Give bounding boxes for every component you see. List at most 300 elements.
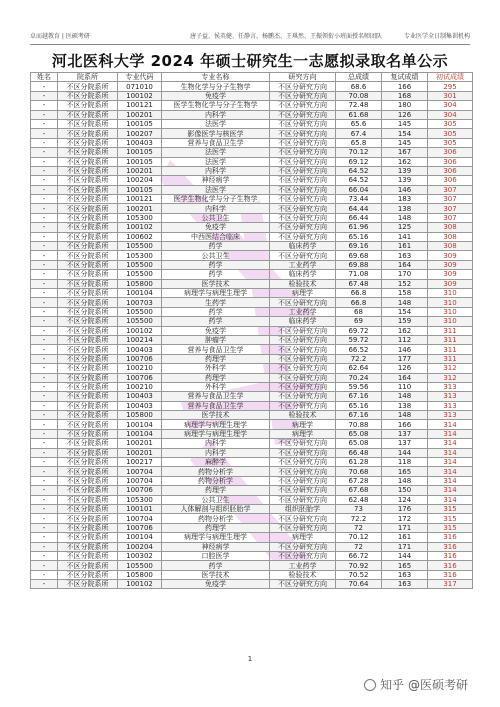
table-row bbox=[31, 242, 473, 251]
table-cell: 100102 bbox=[118, 580, 162, 589]
table-cell: 171 bbox=[382, 523, 428, 532]
table-cell: 105800 bbox=[118, 279, 162, 288]
table-cell: 163 bbox=[382, 580, 428, 589]
table-cell: 不区分研究方向 bbox=[270, 195, 336, 204]
table-row bbox=[31, 486, 473, 495]
table-cell: - bbox=[31, 232, 58, 241]
table-cell: - bbox=[31, 204, 58, 213]
table-cell: 150 bbox=[382, 486, 428, 495]
table-cell: 314 bbox=[428, 439, 473, 448]
table-cell: 不区分研究方向 bbox=[270, 119, 336, 128]
table-row bbox=[31, 148, 473, 157]
table-cell: 人体解剖与组织胚胎学 bbox=[162, 504, 270, 513]
table-cell: 137 bbox=[382, 439, 428, 448]
table-cell: 158 bbox=[382, 288, 428, 297]
table-cell: 100704 bbox=[118, 514, 162, 523]
table-cell: 病理学与病理生理学 bbox=[162, 288, 270, 297]
table-cell: 检验技术 bbox=[270, 279, 336, 288]
table-cell: 105500 bbox=[118, 561, 162, 570]
table-cell: 70.08 bbox=[336, 91, 382, 100]
table-cell: - bbox=[31, 270, 58, 279]
table-cell: 不区分院系所 bbox=[58, 486, 118, 495]
table-cell: 100105 bbox=[118, 157, 162, 166]
table-cell: 不区分院系所 bbox=[58, 364, 118, 373]
table-cell: 药学 bbox=[162, 242, 270, 251]
table-cell: 内科学 bbox=[162, 204, 270, 213]
table-cell: 64.52 bbox=[336, 166, 382, 175]
table-cell: 139 bbox=[382, 166, 428, 175]
table-cell: 148 bbox=[382, 392, 428, 401]
table-cell: 105500 bbox=[118, 307, 162, 316]
table-cell: - bbox=[31, 373, 58, 382]
table-row bbox=[31, 504, 473, 513]
table-cell: 309 bbox=[428, 270, 473, 279]
table-cell: - bbox=[31, 138, 58, 147]
table-cell: 法医学 bbox=[162, 148, 270, 157]
table-cell: 105500 bbox=[118, 317, 162, 326]
table-cell: 159 bbox=[382, 317, 428, 326]
table-cell: 124 bbox=[382, 495, 428, 504]
table-cell: 100104 bbox=[118, 420, 162, 429]
table-cell: 不区分院系所 bbox=[58, 429, 118, 438]
table-cell: 71.08 bbox=[336, 270, 382, 279]
table-cell: 309 bbox=[428, 251, 473, 260]
table-cell: 310 bbox=[428, 307, 473, 316]
table-row bbox=[31, 561, 473, 570]
table-cell: - bbox=[31, 298, 58, 307]
table-cell: 148 bbox=[382, 411, 428, 420]
table-cell: - bbox=[31, 345, 58, 354]
table-cell: 154 bbox=[382, 129, 428, 138]
table-cell: 不区分研究方向 bbox=[270, 523, 336, 532]
table-cell: 营养与食品卫生学 bbox=[162, 392, 270, 401]
table-row bbox=[31, 260, 473, 269]
table-row bbox=[31, 129, 473, 138]
table-cell: 68.6 bbox=[336, 82, 382, 91]
table-cell: 152 bbox=[382, 279, 428, 288]
table-cell: 免疫学 bbox=[162, 91, 270, 100]
table-cell: 64.44 bbox=[336, 204, 382, 213]
table-cell: 不区分研究方向 bbox=[270, 401, 336, 410]
table-row bbox=[31, 326, 473, 335]
table-cell: - bbox=[31, 335, 58, 344]
table-cell: 72.48 bbox=[336, 101, 382, 110]
table-cell: 医学技术 bbox=[162, 411, 270, 420]
table-cell: 314 bbox=[428, 429, 473, 438]
table-cell: 不区分院系所 bbox=[58, 260, 118, 269]
table-cell: 70.12 bbox=[336, 148, 382, 157]
table-cell: 305 bbox=[428, 129, 473, 138]
table-cell: - bbox=[31, 242, 58, 251]
table-cell: - bbox=[31, 458, 58, 467]
table-cell: 100704 bbox=[118, 467, 162, 476]
table-cell: - bbox=[31, 157, 58, 166]
table-cell: 麻醉学 bbox=[162, 458, 270, 467]
table-cell: 161 bbox=[382, 242, 428, 251]
table-cell: 67.28 bbox=[336, 476, 382, 485]
table-cell: 139 bbox=[382, 176, 428, 185]
table-cell: 65.08 bbox=[336, 429, 382, 438]
table-cell: 免疫学 bbox=[162, 326, 270, 335]
table-cell: - bbox=[31, 223, 58, 232]
table-cell: 不区分院系所 bbox=[58, 570, 118, 579]
table-cell: 171 bbox=[382, 542, 428, 551]
table-cell: 不区分院系所 bbox=[58, 204, 118, 213]
table-cell: 不区分院系所 bbox=[58, 251, 118, 260]
table-cell: - bbox=[31, 91, 58, 100]
table-row bbox=[31, 345, 473, 354]
table-cell: 304 bbox=[428, 101, 473, 110]
table-cell: 影像医学与核医学 bbox=[162, 129, 270, 138]
table-cell: 305 bbox=[428, 119, 473, 128]
table-cell: 不区分院系所 bbox=[58, 382, 118, 391]
table-cell: 不区分研究方向 bbox=[270, 551, 336, 560]
table-cell: 66.8 bbox=[336, 298, 382, 307]
table-cell: 不区分研究方向 bbox=[270, 392, 336, 401]
table-cell: - bbox=[31, 448, 58, 457]
table-cell: 不区分院系所 bbox=[58, 157, 118, 166]
table-cell: 不区分院系所 bbox=[58, 551, 118, 560]
table-cell: 165 bbox=[382, 467, 428, 476]
table-cell: 不区分院系所 bbox=[58, 270, 118, 279]
table-cell: 不区分院系所 bbox=[58, 420, 118, 429]
table-cell: 不区分研究方向 bbox=[270, 101, 336, 110]
table-cell: 100121 bbox=[118, 101, 162, 110]
table-cell: 295 bbox=[428, 82, 473, 91]
table-cell: - bbox=[31, 185, 58, 194]
table-cell: 不区分研究方向 bbox=[270, 448, 336, 457]
table-cell: 组织胚胎学 bbox=[270, 504, 336, 513]
table-cell: 不区分研究方向 bbox=[270, 335, 336, 344]
table-cell: - bbox=[31, 467, 58, 476]
table-cell: 不区分院系所 bbox=[58, 439, 118, 448]
table-cell: 105500 bbox=[118, 260, 162, 269]
table-cell: 不区分院系所 bbox=[58, 458, 118, 467]
table-row bbox=[31, 251, 473, 260]
table-row bbox=[31, 204, 473, 213]
table-cell: 72.2 bbox=[336, 354, 382, 363]
table-cell: 不区分院系所 bbox=[58, 82, 118, 91]
table-cell: 法医学 bbox=[162, 185, 270, 194]
table-cell: 100102 bbox=[118, 326, 162, 335]
table-cell: 62.48 bbox=[336, 495, 382, 504]
table-cell: 100403 bbox=[118, 401, 162, 410]
table-cell: - bbox=[31, 148, 58, 157]
table-cell: - bbox=[31, 476, 58, 485]
column-header: 专业名称 bbox=[162, 73, 270, 82]
table-cell: 病理学与病理生理学 bbox=[162, 420, 270, 429]
table-cell: 药理学 bbox=[162, 354, 270, 363]
table-cell: 314 bbox=[428, 495, 473, 504]
table-cell: - bbox=[31, 514, 58, 523]
table-cell: 141 bbox=[382, 232, 428, 241]
table-cell: 071010 bbox=[118, 82, 162, 91]
table-row bbox=[31, 91, 473, 100]
table-cell: 162 bbox=[382, 326, 428, 335]
table-cell: - bbox=[31, 580, 58, 589]
table-cell: 308 bbox=[428, 232, 473, 241]
table-cell: 不区分院系所 bbox=[58, 392, 118, 401]
table-row bbox=[31, 195, 473, 204]
table-cell: 不区分院系所 bbox=[58, 119, 118, 128]
header-right: 专业医学全日制集训机构 bbox=[403, 32, 470, 40]
table-cell: - bbox=[31, 533, 58, 542]
table-cell: 138 bbox=[382, 401, 428, 410]
table-cell: 163 bbox=[382, 570, 428, 579]
table-cell: 310 bbox=[428, 288, 473, 297]
table-cell: 61.96 bbox=[336, 223, 382, 232]
table-row bbox=[31, 439, 473, 448]
table-cell: 105800 bbox=[118, 411, 162, 420]
table-cell: 68 bbox=[336, 307, 382, 316]
table-row bbox=[31, 317, 473, 326]
table-cell: 神经病学 bbox=[162, 542, 270, 551]
table-cell: 125 bbox=[382, 223, 428, 232]
table-cell: 不区分研究方向 bbox=[270, 467, 336, 476]
table-cell: 306 bbox=[428, 176, 473, 185]
table-cell: 301 bbox=[428, 91, 473, 100]
table-cell: 不区分院系所 bbox=[58, 317, 118, 326]
table-row bbox=[31, 307, 473, 316]
table-cell: 营养与食品卫生学 bbox=[162, 401, 270, 410]
table-cell: 105300 bbox=[118, 251, 162, 260]
table-cell: 69.16 bbox=[336, 242, 382, 251]
table-body bbox=[31, 82, 473, 589]
table-cell: 药物分析学 bbox=[162, 514, 270, 523]
table-cell: 不区分研究方向 bbox=[270, 458, 336, 467]
table-row bbox=[31, 580, 473, 589]
table-cell: 70.12 bbox=[336, 533, 382, 542]
table-cell: 309 bbox=[428, 260, 473, 269]
table-cell: 100204 bbox=[118, 542, 162, 551]
table-cell: 不区分研究方向 bbox=[270, 91, 336, 100]
table-cell: 66.48 bbox=[336, 448, 382, 457]
table-cell: 100201 bbox=[118, 448, 162, 457]
table-cell: 100105 bbox=[118, 185, 162, 194]
table-cell: 67.48 bbox=[336, 279, 382, 288]
table-cell: 不区分院系所 bbox=[58, 345, 118, 354]
table-cell: 165 bbox=[382, 561, 428, 570]
table-cell: 145 bbox=[382, 119, 428, 128]
table-cell: 62.64 bbox=[336, 364, 382, 373]
table-cell: 不区分院系所 bbox=[58, 242, 118, 251]
table-cell: - bbox=[31, 364, 58, 373]
table-row bbox=[31, 110, 473, 119]
table-cell: 70.52 bbox=[336, 570, 382, 579]
table-cell: 67.16 bbox=[336, 411, 382, 420]
table-cell: 不区分院系所 bbox=[58, 148, 118, 157]
table-cell: 病理学与病理生理学 bbox=[162, 533, 270, 542]
table-cell: 不区分研究方向 bbox=[270, 213, 336, 222]
table-row bbox=[31, 270, 473, 279]
table-cell: 66.8 bbox=[336, 288, 382, 297]
table-cell: 100706 bbox=[118, 486, 162, 495]
table-cell: 不区分院系所 bbox=[58, 195, 118, 204]
table-cell: 180 bbox=[382, 101, 428, 110]
table-cell: 工业药学 bbox=[270, 307, 336, 316]
table-cell: - bbox=[31, 439, 58, 448]
table-cell: 病理学与病理生理学 bbox=[162, 429, 270, 438]
table-row bbox=[31, 373, 473, 382]
table-cell: 61.68 bbox=[336, 110, 382, 119]
table-cell: 100104 bbox=[118, 288, 162, 297]
table-cell: 不区分院系所 bbox=[58, 223, 118, 232]
table-cell: 药学 bbox=[162, 307, 270, 316]
table-cell: 不区分研究方向 bbox=[270, 185, 336, 194]
table-cell: 313 bbox=[428, 382, 473, 391]
table-cell: 药物分析学 bbox=[162, 467, 270, 476]
table-row bbox=[31, 448, 473, 457]
table-cell: 100217 bbox=[118, 458, 162, 467]
table-cell: 314 bbox=[428, 476, 473, 485]
table-row bbox=[31, 157, 473, 166]
table-cell: 311 bbox=[428, 326, 473, 335]
table-cell: - bbox=[31, 551, 58, 560]
table-row bbox=[31, 213, 473, 222]
column-header: 研究方向 bbox=[270, 73, 336, 82]
table-cell: 311 bbox=[428, 335, 473, 344]
table-cell: 不区分研究方向 bbox=[270, 382, 336, 391]
table-cell: 70.92 bbox=[336, 561, 382, 570]
table-cell: 不区分院系所 bbox=[58, 129, 118, 138]
table-cell: - bbox=[31, 101, 58, 110]
table-cell: 药学 bbox=[162, 270, 270, 279]
table-cell: 315 bbox=[428, 523, 473, 532]
table-cell: 309 bbox=[428, 279, 473, 288]
table-cell: - bbox=[31, 495, 58, 504]
table-row bbox=[31, 533, 473, 542]
table-cell: - bbox=[31, 119, 58, 128]
column-header: 姓名 bbox=[31, 73, 58, 82]
table-cell: 66.04 bbox=[336, 185, 382, 194]
table-cell: 100706 bbox=[118, 523, 162, 532]
table-row bbox=[31, 138, 473, 147]
page-title: 河北医科大学 2024 年硕士研究生一志愿拟录取名单公示 bbox=[51, 52, 449, 70]
table-cell: - bbox=[31, 82, 58, 91]
table-cell: 126 bbox=[382, 110, 428, 119]
table-cell: 不区分研究方向 bbox=[270, 138, 336, 147]
table-cell: 112 bbox=[382, 335, 428, 344]
table-cell: 65.08 bbox=[336, 439, 382, 448]
table-cell: 144 bbox=[382, 551, 428, 560]
table-cell: 162 bbox=[382, 157, 428, 166]
table-cell: 不区分研究方向 bbox=[270, 580, 336, 589]
table-cell: - bbox=[31, 129, 58, 138]
table-cell: 59.72 bbox=[336, 335, 382, 344]
table-cell: 不区分院系所 bbox=[58, 411, 118, 420]
table-cell: 不区分研究方向 bbox=[270, 542, 336, 551]
table-cell: - bbox=[31, 317, 58, 326]
table-cell: 310 bbox=[428, 298, 473, 307]
table-cell: 药学 bbox=[162, 317, 270, 326]
table-cell: - bbox=[31, 411, 58, 420]
table-cell: 不区分研究方向 bbox=[270, 176, 336, 185]
table-cell: 不区分研究方向 bbox=[270, 298, 336, 307]
table-cell: - bbox=[31, 542, 58, 551]
table-cell: 医学生物化学与分子生物学 bbox=[162, 195, 270, 204]
table-row bbox=[31, 382, 473, 391]
table-cell: 不区分研究方向 bbox=[270, 232, 336, 241]
table-cell: 100201 bbox=[118, 110, 162, 119]
table-cell: 69.68 bbox=[336, 251, 382, 260]
table-row bbox=[31, 354, 473, 363]
table-cell: 临床药学 bbox=[270, 242, 336, 251]
table-cell: 病理学 bbox=[270, 429, 336, 438]
table-cell: 317 bbox=[428, 580, 473, 589]
table-cell: 61.28 bbox=[336, 458, 382, 467]
table-cell: 166 bbox=[382, 82, 428, 91]
table-cell: 不区分院系所 bbox=[58, 542, 118, 551]
table-cell: 临床药学 bbox=[270, 317, 336, 326]
table-cell: 70.88 bbox=[336, 420, 382, 429]
table-cell: 100706 bbox=[118, 354, 162, 363]
table-cell: - bbox=[31, 420, 58, 429]
table-cell: 不区分院系所 bbox=[58, 307, 118, 316]
page-header bbox=[30, 28, 470, 42]
table-cell: 不区分院系所 bbox=[58, 523, 118, 532]
table-cell: 311 bbox=[428, 354, 473, 363]
table-cell: 314 bbox=[428, 448, 473, 457]
table-cell: 口腔医学 bbox=[162, 551, 270, 560]
table-cell: 100403 bbox=[118, 345, 162, 354]
table-cell: - bbox=[31, 401, 58, 410]
table-cell: 305 bbox=[428, 138, 473, 147]
table-cell: 315 bbox=[428, 514, 473, 523]
table-cell: 100201 bbox=[118, 439, 162, 448]
table-cell: 内科学 bbox=[162, 448, 270, 457]
table-cell: 医学技术 bbox=[162, 279, 270, 288]
table-cell: 药学 bbox=[162, 260, 270, 269]
table-cell: 72.2 bbox=[336, 514, 382, 523]
table-cell: 311 bbox=[428, 345, 473, 354]
table-cell: 免疫学 bbox=[162, 223, 270, 232]
table-cell: 不区分研究方向 bbox=[270, 486, 336, 495]
column-header: 初试成绩 bbox=[428, 73, 473, 82]
table-cell: 100706 bbox=[118, 373, 162, 382]
table-cell: - bbox=[31, 570, 58, 579]
table-cell: - bbox=[31, 354, 58, 363]
table-cell: 医学生物化学与分子生物学 bbox=[162, 101, 270, 110]
table-cell: 308 bbox=[428, 223, 473, 232]
table-row bbox=[31, 429, 473, 438]
table-cell: 不区分院系所 bbox=[58, 185, 118, 194]
table-row bbox=[31, 476, 473, 485]
table-cell: 105800 bbox=[118, 570, 162, 579]
table-cell: - bbox=[31, 110, 58, 119]
table-cell: 不区分院系所 bbox=[58, 91, 118, 100]
table-cell: 307 bbox=[428, 204, 473, 213]
table-cell: 工业药学 bbox=[270, 260, 336, 269]
table-row bbox=[31, 223, 473, 232]
table-cell: 免疫学 bbox=[162, 580, 270, 589]
table-cell: 176 bbox=[382, 504, 428, 513]
table-cell: 315 bbox=[428, 504, 473, 513]
table-row bbox=[31, 458, 473, 467]
table-cell: 不区分院系所 bbox=[58, 176, 118, 185]
table-cell: 不区分院系所 bbox=[58, 101, 118, 110]
table-row bbox=[31, 467, 473, 476]
table-row bbox=[31, 364, 473, 373]
table-cell: 105300 bbox=[118, 213, 162, 222]
table-cell: 65.8 bbox=[336, 138, 382, 147]
table-cell: 病理学 bbox=[270, 420, 336, 429]
table-cell: - bbox=[31, 523, 58, 532]
table-cell: - bbox=[31, 326, 58, 335]
table-cell: 公共卫生 bbox=[162, 251, 270, 260]
table-cell: 100204 bbox=[118, 176, 162, 185]
table-row bbox=[31, 335, 473, 344]
table-row bbox=[31, 551, 473, 560]
